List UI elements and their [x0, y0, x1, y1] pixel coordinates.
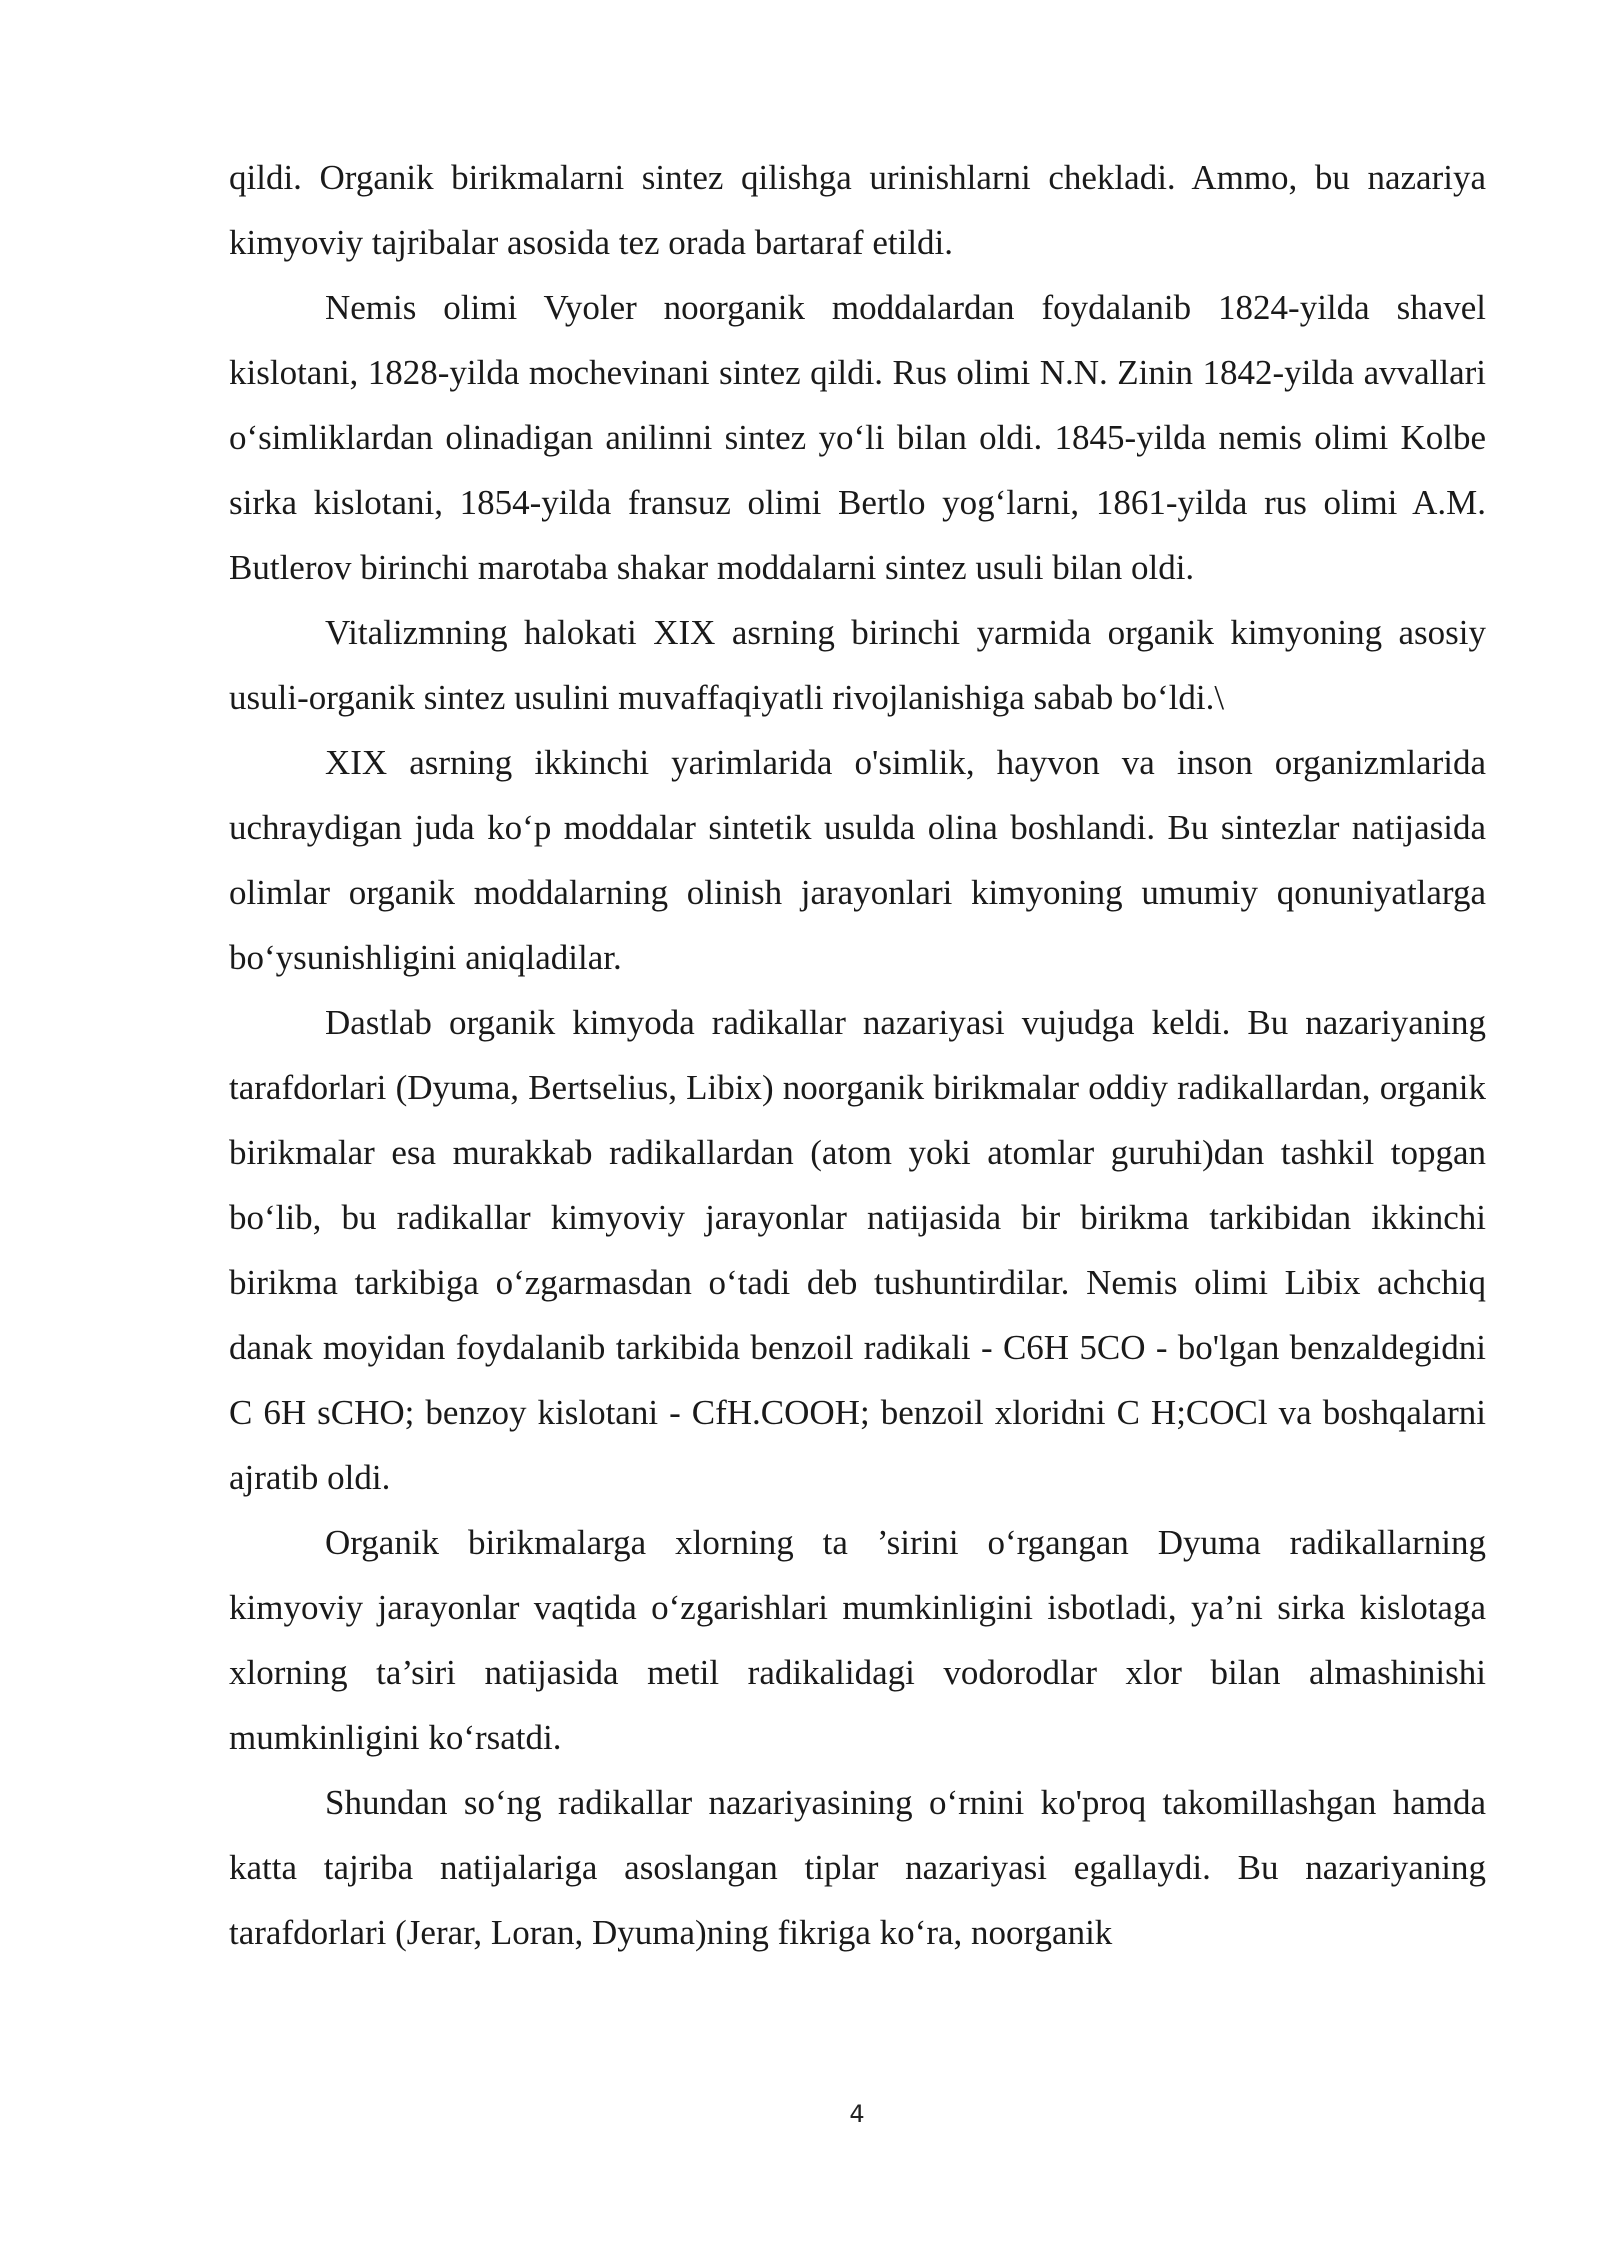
- paragraph-xix-century: XIX asrning ikkinchi yarimlarida o'simlik, hayvon va inson organizmlarida uchraydigan juda ko‘p moddalar sintetik usulda olina boshlandi. Bu sintezlar natijasida olimlar organik moddalarning olinish jarayonlari kimyoning umumiy qonuniyatlarga bo‘ysunishligini aniqladilar.: [229, 743, 1486, 977]
- paragraph-type-theory: Shundan so‘ng radikallar nazariyasining o‘rnini ko'proq takomillashgan hamda katta tajriba natijalariga asoslangan tiplar nazariyasi egallaydi. Bu nazariyaning tarafdorlari (Jerar, Loran, Dyuma)ning fikriga ko‘ra, noorganik: [229, 1783, 1486, 1952]
- paragraph-synthesis-history: Nemis olimi Vyoler noorganik moddalardan foydalanib 1824-yilda shavel kislotani, 1828-yilda mochevinani sintez qildi. Rus olimi N.N. Zinin 1842-yilda avvallari o‘simliklardan olinadigan anilinni sintez yo‘li bilan oldi. 1845-yilda nemis olimi Kolbe sirka kislotani, 1854-yilda fransuz olimi Bertlo yog‘larni, 1861-yilda rus olimi A.M. Butlerov birinchi marotaba shakar moddalarni sintez usuli bilan oldi.: [229, 288, 1486, 587]
- document-body: [229, 145, 1486, 1965]
- paragraph-vitalism: Vitalizmning halokati XIX asrning birinchi yarmida organik kimyoning asosiy usuli-organik sintez usulini muvaffaqiyatli rivojlanishiga sabab bo‘ldi.\: [229, 613, 1486, 717]
- paragraph-radical-theory: Dastlab organik kimyoda radikallar nazariyasi vujudga keldi. Bu nazariyaning tarafdorlari (Dyuma, Bertselius, Libix) noorganik birikmalar oddiy radikallardan, organik birikmalar esa murakkab radikallardan (atom yoki atomlar guruhi)dan tashkil topgan bo‘lib, bu radikallar kimyoviy jarayonlar natijasida bir birikma tarkibidan ikkinchi birikma tarkibiga o‘zgarmasdan o‘tadi deb tushuntirdilar. Nemis olimi Libix achchiq danak moyidan foydalanib tarkibida benzoil radikali - C6H 5CO - bo'lgan benzaldegidni C 6H sCHO; benzoy kislotani - CfH.COOH; benzoil xloridni C H;COCl va boshqalarni ajratib oldi.: [229, 1003, 1486, 1497]
- paragraph-continuation: qildi. Organik birikmalarni sintez qilishga urinishlarni chekladi. Ammo, bu nazariya kimyoviy tajribalar asosida tez orada bartaraf etildi.: [229, 158, 1486, 262]
- paragraph-dumas-chlorine: Organik birikmalarga xlorning ta ’sirini o‘rgangan Dyuma radikallarning kimyoviy jarayonlar vaqtida o‘zgarishlari mumkinligini isbotladi, ya’ni sirka kislotaga xlorning ta’siri natijasida metil radikalidagi vodorodlar xlor bilan almashinishi mumkinligini ko‘rsatdi.: [229, 1523, 1486, 1757]
- page-number: 4: [849, 2100, 865, 2128]
